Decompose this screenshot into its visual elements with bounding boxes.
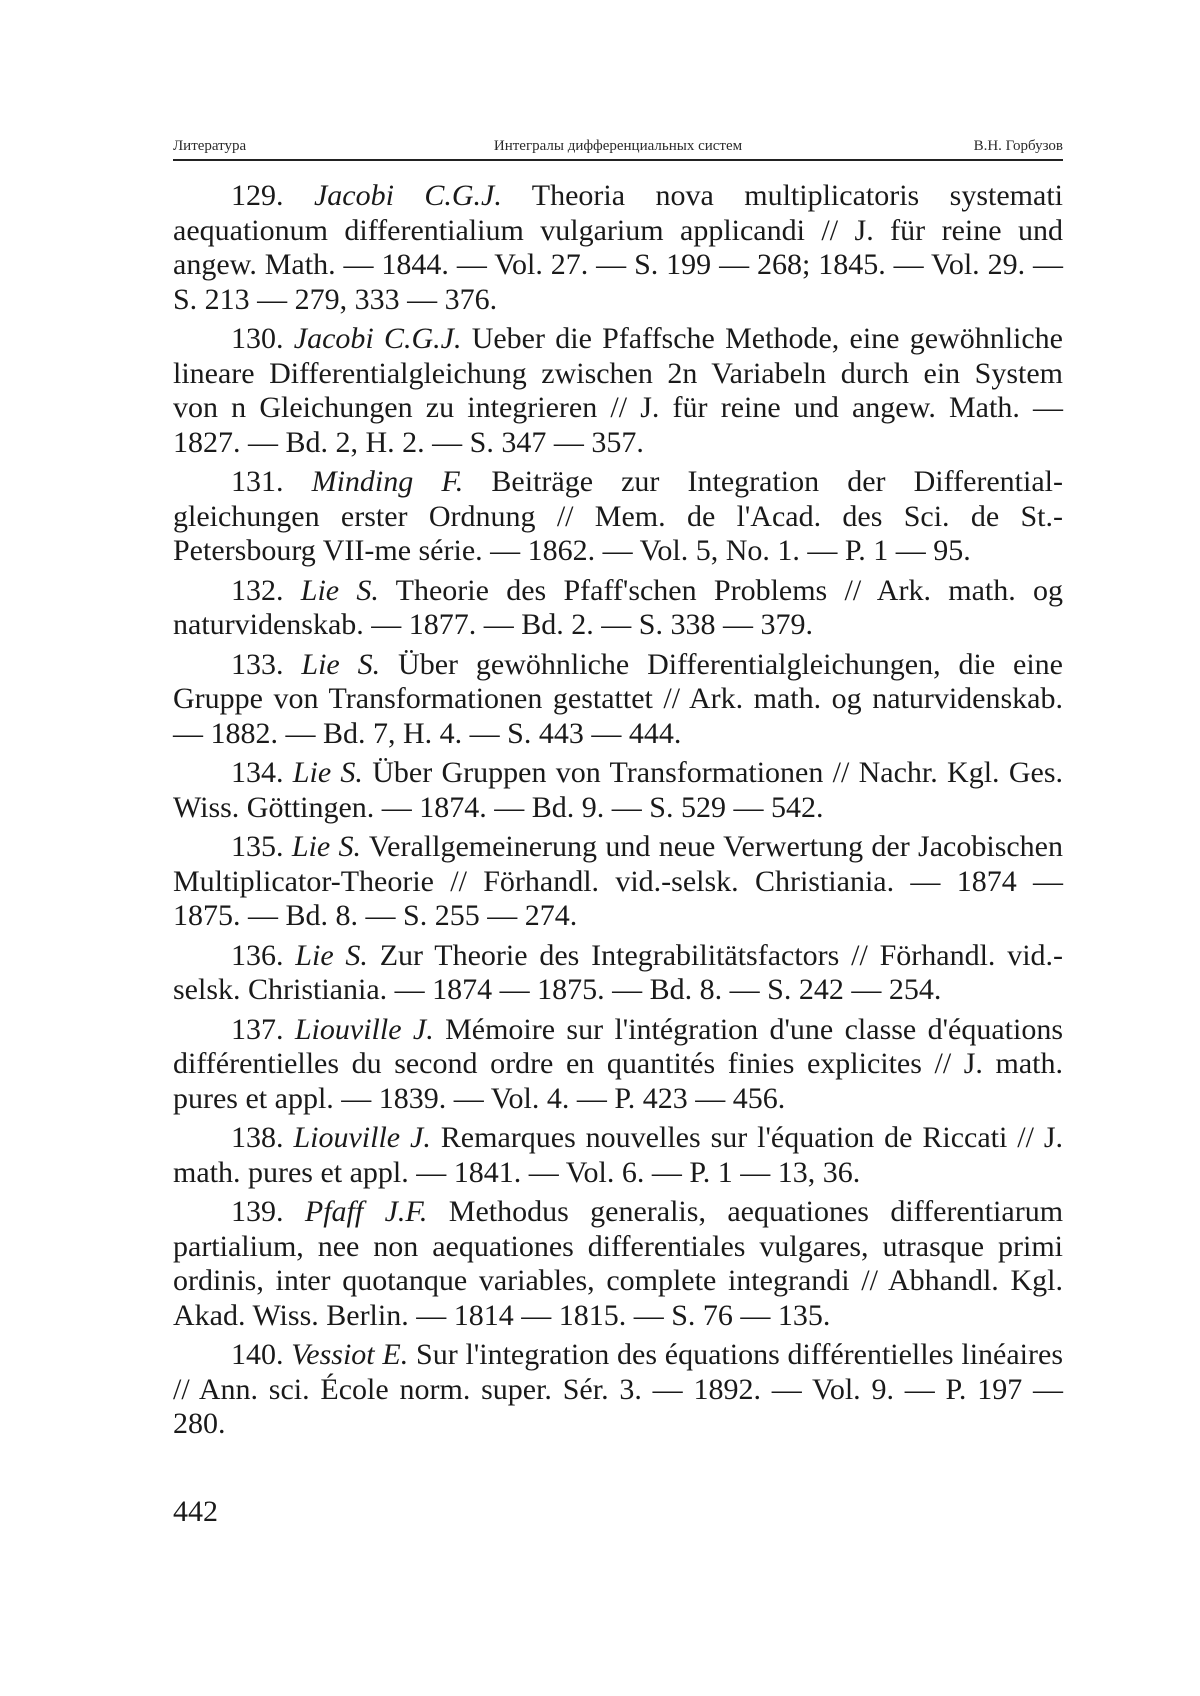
reference-number: 129. — [231, 179, 284, 212]
reference-number: 135. — [231, 830, 284, 863]
reference-author: Lie S. — [291, 830, 362, 863]
reference-number: 137. — [231, 1012, 284, 1046]
reference-author: Vessiot E. — [291, 1338, 409, 1371]
reference-author: Lie S. — [295, 938, 368, 972]
reference-author: Jacobi C.G.J. — [313, 179, 502, 212]
reference-number: 134. — [231, 756, 284, 789]
reference-text: Zur Theorie des Integrabilitätsfactors // Förhandl. vid.-selsk. Christiania. — 1874 — 1875. — Bd. 8. — S. 242 — 254. — [173, 938, 1064, 1006]
reference-author: Minding F. — [311, 465, 464, 498]
reference-text: Methodus generalis, aequationes differentiarum partialium, nee non aequationes differentiales vulgares, utrasque primi ordinis, inter quotanque variables, complete integrandi // Abhandl. Kgl. Akad. Wiss. Berlin. — 1814 — 1815. — S. 76 — 135. — [173, 1195, 1064, 1332]
reference-item — [173, 179, 1063, 317]
reference-text: Theoria nova multiplicatoris systemati aequationum differentialium vulgarium applicandi // J. für reine und angew. Math. — 1844. — Vol. 27. — S. 199 — 268; 1845. — Vol. 29. — S. 213 — 279, 333 — 376. — [173, 179, 1063, 316]
header-section-title: Литература — [173, 138, 247, 154]
reference-text: Über gewöhnliche Differentialgleichungen, die eine Gruppe von Transformationen gestattet // Ark. math. og naturvidenskab. — 1882. — Bd. 7, H. 4. — S. 443 — 444. — [173, 647, 1064, 750]
reference-number: 130. — [231, 322, 284, 355]
reference-item — [173, 322, 1063, 460]
reference-number: 136. — [231, 938, 284, 972]
reference-text: Remarques nouvelles sur l'équation de Riccati // J. math. pures et appl. — 1841. — Vol. 6. — P. 1 — 13, 36. — [173, 1121, 1064, 1189]
reference-text: Über Gruppen von Transformationen // Nachr. Kgl. Ges. Wiss. Göttingen. — 1874. — Bd. 9. — S. 529 — 542. — [173, 756, 1064, 824]
reference-text: Mémoire sur l'intégration d'une classe d'équations différentielles du second ordre en quantités finies explicites // J. math. pures et appl. — 1839. — Vol. 4. — P. 423 — 456. — [173, 1012, 1063, 1115]
reference-item — [173, 1013, 1063, 1117]
reference-number: 133. — [231, 647, 284, 681]
reference-item — [173, 830, 1063, 934]
header-author: В.Н. Горбузов — [973, 138, 1063, 154]
document-page — [173, 135, 1063, 1675]
reference-number: 138. — [231, 1121, 284, 1154]
reference-author: Pfaff J.F. — [304, 1195, 428, 1228]
reference-item — [173, 939, 1063, 1008]
header-book-title: Интегралы дифференциальных систем — [493, 138, 743, 154]
reference-number: 131. — [231, 465, 284, 498]
reference-text: Verallgemeinerung und neue Verwertung der Jacobischen Multiplicator-Theorie // Förhandl. vid.-selsk. Christiania. — 1874 — 1875. — Bd. 8. — S. 255 — 274. — [173, 830, 1064, 932]
reference-item — [173, 756, 1063, 825]
reference-item — [173, 465, 1063, 569]
reference-item — [173, 1338, 1063, 1442]
reference-author: Liouville J. — [293, 1121, 431, 1154]
reference-text: Ueber die Pfaffsche Methode, eine gewöhnliche lineare Differentialgleichung zwischen 2n Variabeln durch ein System von n Gleichungen zu integrieren // J. für reine und angew. Math. — 1827. — Bd. 2, H. 2. — S. 347 — 357. — [173, 322, 1063, 459]
reference-number: 139. — [231, 1195, 284, 1228]
reference-author: Lie S. — [292, 756, 363, 789]
reference-item — [173, 574, 1063, 643]
reference-text: Sur l'integration des équations différentielles linéaires // Ann. sci. École norm. super. Sér. 3. — 1892. — Vol. 9. — P. 197 — 280. — [173, 1338, 1063, 1440]
reference-author: Lie S. — [300, 573, 379, 607]
page-number: 442 — [173, 1495, 218, 1528]
reference-author: Liouville J. — [294, 1012, 434, 1046]
reference-item — [173, 1195, 1063, 1333]
reference-item — [173, 648, 1063, 752]
reference-author: Jacobi C.G.J. — [293, 322, 462, 355]
reference-item — [173, 1121, 1063, 1190]
reference-number: 140. — [231, 1338, 284, 1371]
reference-list — [173, 179, 1063, 1442]
reference-text: Beiträge zur Integration der Differential-gleichungen erster Ordnung // Mem. de l'Acad. des Sci. de St.-Petersbourg VII-me série. — 1862. — Vol. 5, No. 1. — P. 1 — 95. — [173, 465, 1063, 567]
reference-number: 132. — [231, 573, 284, 607]
reference-text: Theorie des Pfaff'schen Problems // Ark. math. og naturvidenskab. — 1877. — Bd. 2. — S. 338 — 379. — [173, 573, 1064, 641]
running-header — [173, 135, 1063, 161]
reference-author: Lie S. — [301, 647, 381, 681]
